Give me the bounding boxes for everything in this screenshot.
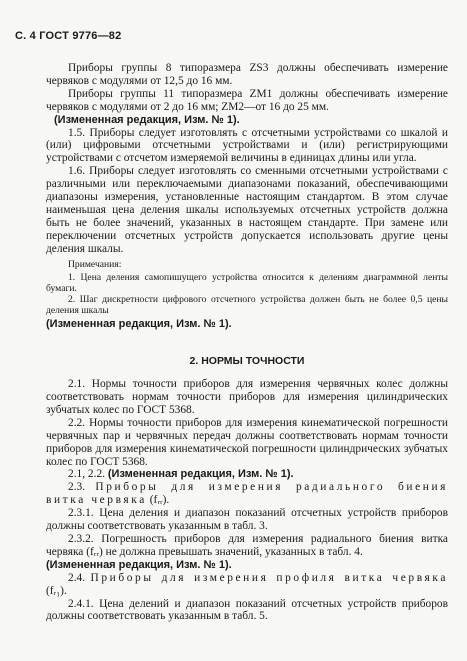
amendment-note: (Измененная редакция, Изм. № 1). [107, 468, 294, 481]
clause-title: Приборы для измерения профиля витка червяка [90, 571, 448, 584]
paragraph-group-8: Приборы группы 8 типоразмера ZS3 должны обеспечивать измерение червяков с модулями от 12,5 до 16 мм. [46, 62, 448, 87]
amendment-note: (Измененная редакция, Изм. № 1). [54, 113, 240, 126]
paragraph-1-5: 1.5. Приборы следует изготовлять с отсчетными устройствами со шкалой и (или) цифровыми отсчетными устройствами и (или) регистрирующими устройствами с отсчетом измеряемой величины в единицах длины или угла. [46, 126, 448, 165]
amendment-note: (Измененная редакция, Изм. № 1). [46, 318, 232, 331]
note-2: 2. Шаг дискретности цифрового отсчетного устройства должен быть не более 0,5 цены деления шкалы [46, 293, 448, 317]
paragraph-2-3-1: 2.3.1. Цена деления и диапазон показаний отсчетных устройств приборов должны соответствовать указанным в табл. 3. [46, 507, 448, 533]
clause-title: Приборы для измерения радиального биения витка червяка [46, 481, 448, 507]
paragraph-2-3 [46, 481, 448, 507]
paragraph-group-11: Приборы группы 11 типоразмера ZM1 должны обеспечивать измерение червяков с модулями от 2 до 16 мм; ZM2—от 16 до 25 мм. [46, 87, 448, 113]
paragraph-2-4-1: 2.4.1. Цена делений и диапазон показаний отсчетных устройств приборов должны соответствовать указанным в табл. 5. [46, 597, 448, 623]
clause-number: 2.1, 2.2. [68, 468, 106, 481]
paragraph-2-3-2: 2.3.2. Погрешность приборов для измерения радиального биения витка червяка (fᵣᵣ) не должна превышать значений, указанных в табл. 4. [46, 533, 448, 558]
section-title: 2. НОРМЫ ТОЧНОСТИ [189, 355, 305, 368]
clause-number: 2.4. [68, 571, 86, 584]
notes-title: Примечания: [68, 258, 122, 270]
paragraph-2-1-2-2 [46, 468, 448, 481]
paragraph-2-2: 2.2. Нормы точности приборов для измерения кинематической погрешности червячных пар и червячных передач должны соответствовать нормам точности приборов для измерения кинематической погрешности цилиндрических зубчатых колес по ГОСТ 5368. [46, 416, 448, 468]
paragraph-2-4 [46, 572, 448, 598]
page-header: С. 4 ГОСТ 9776—82 [15, 30, 122, 42]
symbol: (fᵣᵣ). [149, 494, 170, 507]
paragraph-2-1: 2.1. Нормы точности приборов для измерения червячных колес должны соответствовать нормам точности приборов для измерения цилиндрических зубчатых колес по ГОСТ 5368. [46, 378, 448, 416]
clause-number: 2.3. [68, 481, 86, 494]
paragraph-1-6: 1.6. Приборы следует изготовлять со сменными отсчетными устройствами с различными или переключаемыми диапазонами показаний, обеспечивающими диапазоны измерения, установленные настоящим стандартом. В этом случае наименьшая цена деления шкалы используемых отсчетных устройств должна быть не более значений, указанных в настоящем стандарте. При замене или переключении отсчетных устройств допускается использовать другие цены деления шкалы. [46, 165, 448, 255]
symbol: (fᵣ₁). [46, 584, 67, 597]
amendment-note: (Измененная редакция, Изм. № 1). [46, 558, 232, 571]
note-1: 1. Цена деления самопишущего устройства относится к делениям диаграммной ленты бумаги. [46, 271, 448, 294]
document-body [46, 62, 448, 623]
